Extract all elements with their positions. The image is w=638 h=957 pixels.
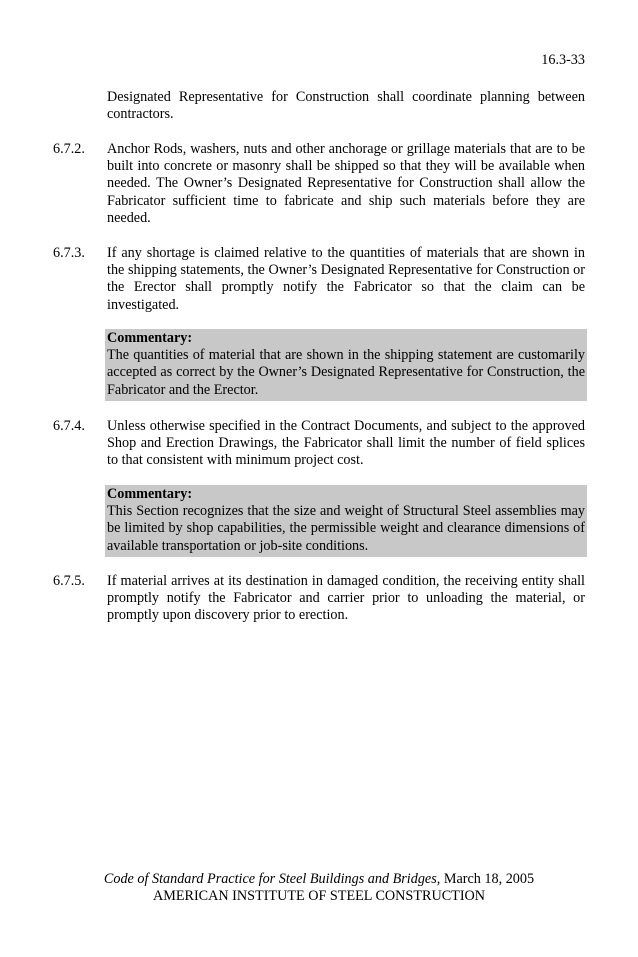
section-number: 6.7.5. [53,573,85,589]
footer-date: , March 18, 2005 [436,871,535,887]
footer-title: Code of Standard Practice for Steel Buildings and Bridges [103,871,437,887]
section-6-7-5 [53,573,585,625]
section-text: If any shortage is claimed relative to the quantities of materials that are shown in the shipping statements, the Owner’s Designated Representative for Construction or the Erector shall promptly notify the Fabricator so that the claim can be investigated. [107,245,585,313]
footer-organization: AMERICAN INSTITUTE OF STEEL CONSTRUCTION [152,888,486,905]
section-6-7-4 [53,418,585,470]
section-text: Anchor Rods, washers, nuts and other anchorage or grillage materials that are to be built into concrete or masonry shall be shipped so that they will be available when needed. The Owner’s Designated Representative for Construction shall allow the Fabricator sufficient time to fabricate and ship such materials before they are needed. [107,141,585,226]
section-text: Unless otherwise specified in the Contract Documents, and subject to the approved Shop and Erection Drawings, the Fabricator shall limit the number of field splices to that consistent with minimum project cost. [107,418,585,469]
section-6-7-3 [53,245,585,314]
section-number: 6.7.4. [53,418,85,434]
section-6-7-2 [53,141,585,227]
commentary-heading: Commentary: [107,486,193,502]
commentary-box [105,329,587,401]
page-number: 16.3-33 [541,52,585,68]
continuation-paragraph: Designated Representative for Construction shall coordinate planning between contractors. [107,89,585,123]
section-number: 6.7.2. [53,141,85,157]
section-text: If material arrives at its destination in damaged condition, the receiving entity shall promptly notify the Fabricator and carrier prior to unloading the material, or promptly upon discovery prior to erection. [107,573,585,624]
commentary-text: This Section recognizes that the size and weight of Structural Steel assemblies may be limited by shop capabilities, the permissible weight and clearance dimensions of available transportation or job-site conditions. [107,503,585,554]
page-footer [0,871,638,905]
commentary-box [105,485,587,557]
commentary-text: The quantities of material that are shown in the shipping statement are customarily accepted as correct by the Owner’s Designated Representative for Construction, the Fabricator and the Erector. [107,347,585,398]
section-number: 6.7.3. [53,245,85,261]
commentary-heading: Commentary: [107,330,193,346]
footer-citation [0,871,638,888]
